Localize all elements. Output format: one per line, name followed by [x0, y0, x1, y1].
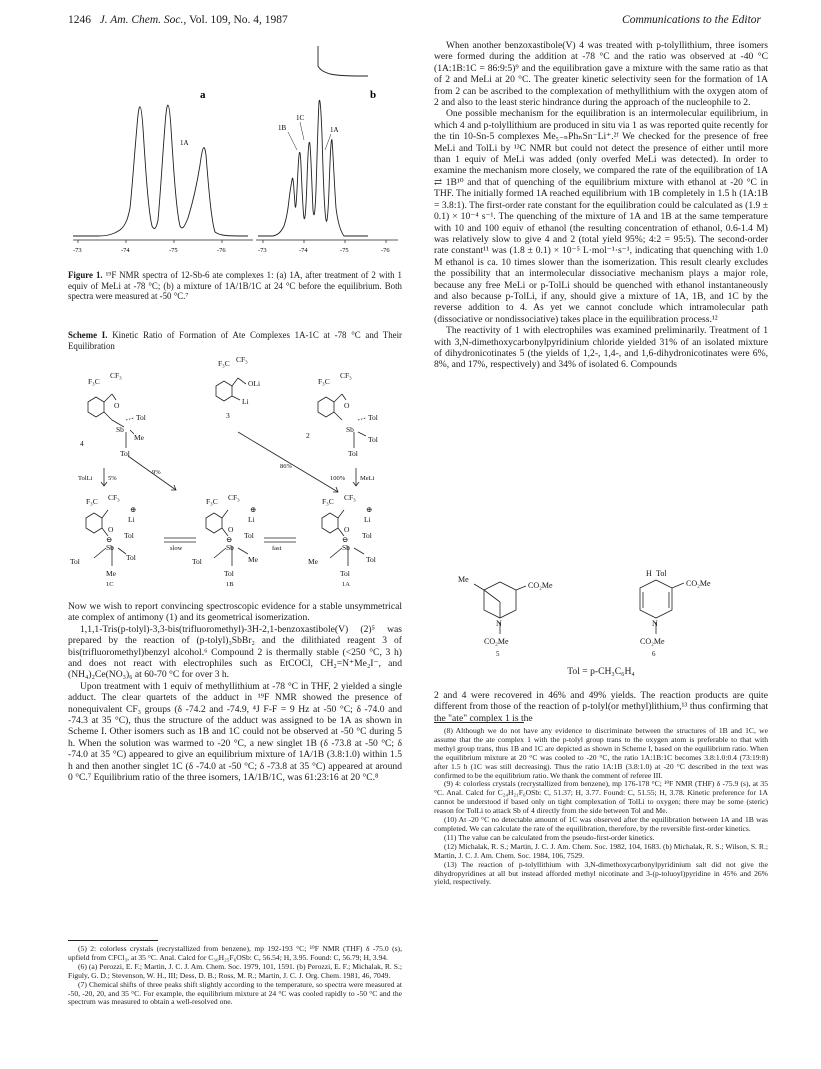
compound-4-structure [88, 394, 134, 448]
c4-tol: Tol [136, 413, 146, 422]
panel-b-tick-74: -74 [299, 247, 308, 254]
c1c-o: O [108, 525, 114, 534]
panel-a-tick-73: -73 [73, 247, 82, 254]
panel-a-tick-76: -76 [217, 247, 226, 254]
footnote-5: (5) 2: colorless crystals (recrystallized from benzene), mp 192-193 °C; ¹⁹F NMR (THF) δ -75.0 (s), upfield from CFCl₃, at 35 °C. Anal. Calcd for C₃₀H₂₅F₆OSb: C, 56.54; H, 3.95. Found: C, 56.79; H, 3.94. [68, 944, 402, 962]
panel-b-pointer-1a [325, 134, 331, 150]
s6-h: H [646, 569, 652, 578]
s5-n: N [496, 619, 502, 628]
c4-o: O [114, 401, 120, 410]
c1a-cf3: CF₃ [344, 493, 356, 502]
arrow-3-to-1a [238, 432, 338, 492]
c1c-minus: ⊖ [106, 535, 113, 544]
figure-1-caption [68, 270, 402, 302]
c1a-plus: ⊕ [366, 505, 373, 514]
c1a-tol-right: Tol [362, 531, 372, 540]
arrow-label-meli: MeLi [360, 475, 375, 482]
arrow-label-86pct: 86% [280, 463, 292, 470]
arrow-label-slow: slow [170, 545, 183, 552]
c1a-li: Li [364, 515, 371, 524]
left-paragraph-2: 1,1,1-Tris(p-tolyl)-3,3-bis(trifluoromethyl)-3H-2,1-benzoxastibole(V) (2)⁵ was prepared by the reaction of (p-tolyl)₃SbBr₂ and the dilithiated reagent 3 of bis(trifluoromethyl)benzyl alcohol.⁶ Compound 2 is thermally stable (<250 °C, 3 h) and does not react with electrophiles such as EtCOCl, CH₂=N⁺Me₂I⁻, and (NH₄)₂Ce(NO₃)₆ at 60-70 °C for over 3 h. [68, 623, 402, 681]
panel-b-tick-76: -76 [381, 247, 390, 254]
panel-a-tick-75: -75 [169, 247, 178, 254]
figure-1-caption-text: ¹⁹F NMR spectra of 12-Sb-6 ate complexes 1: (a) 1A, after treatment of 2 with 1 equiv of MeLi at -78 °C; (b) a mixture of 1A/1B/1C at 24 °C before the equilibrium. Both spectra were measured at -50 °C.⁷ [68, 270, 402, 302]
c1a-label: 1A [342, 581, 350, 588]
panel-b-axis [256, 240, 398, 243]
c1c-sb: Sb [106, 543, 114, 552]
c2-label: 2 [306, 431, 310, 440]
arrow-label-fast: fast [272, 545, 282, 552]
figure-1-nmr-spectra [68, 40, 402, 264]
c1b-o: O [228, 525, 234, 534]
s6-tol: Tol [656, 569, 667, 578]
s5-me: Me [458, 575, 469, 584]
c1b-label: 1B [226, 581, 234, 588]
footnote-7: (7) Chemical shifts of three peaks shift slightly according to the temperature, so spectra were measured at -50, -20, 20, and 35 °C. For example, the equilibrium mixture at 24 °C was cooled rapidly to -50 °C and the spectrum was measured to obtain a well-resolved one. [68, 979, 402, 1007]
s6-co2me: CO₂Me [686, 579, 711, 588]
c1a-tol-lower: Tol [366, 555, 376, 564]
right-paragraph-1: When another benzoxastibole(V) 4 was treated with p-tolyllithium, three isomers were formed during the addition at -78 °C and the ratio was observed at -40 °C (1A:1B:1C = 86:9:5)⁹ and the equilibration gave a mixture with the same ratio as that of 2 and MeLi at 20 °C. The greater kinetic selectivity seen for the formation of 1A from 2 can be ascribed to the complexation of methyllithium with the oxygen atom of 2 and also to the least steric hindrance during the approach of the nucleophile to 2. [434, 40, 768, 109]
panel-b-tick-73: -73 [258, 247, 267, 254]
left-footnotes [68, 945, 402, 1007]
c1c-tol-lower: Tol [126, 553, 136, 562]
c4-label: 4 [80, 439, 84, 448]
left-paragraph-3: Upon treatment with 1 equiv of methyllithium at -78 °C in THF, 2 yielded a single adduct. The clear quartets of the adduct in ¹⁹F NMR showed the presence of nonequivalent CF₃ groups (δ -74.2 and -74.9, ⁴J F-F = 9 Hz at -50 °C; δ -74.0 and -74.3 at 35 °C), thus the structure of the adduct was assigned to be 1A as shown in Scheme I. Other isomers such as 1B and 1C could not be observed at -50 °C during 5 h. When the solution was warmed to -20 °C, a new singlet 1B (δ -73.8 at -50 °C; δ -74.0 at 35 °C) appeared to give an equilibrium mixture of 1A/1B (3.8:1.0) within 1.5 h and then another singlet 1C (δ -74.0 at -50 °C; δ -73.8 at 35 °C) appeared at around 0 °C.⁷ Equilibrium ratio of the three isomers, 1A/1B/1C, was 61:23:16 at 20 °C.⁸ [68, 680, 402, 784]
c2-tol: Tol [368, 413, 378, 422]
c2-o: O [344, 401, 350, 410]
c1b-li: Li [248, 515, 255, 524]
c2-cf3: CF₃ [340, 371, 352, 380]
right-footnotes [434, 727, 768, 887]
s6-nco2me: CO₂Me [640, 637, 665, 646]
figure-1-caption-label: Figure 1. [68, 270, 103, 280]
right-footnote-rule [434, 722, 524, 723]
panel-b-tick-75: -75 [340, 247, 349, 254]
c1c-plus: ⊕ [130, 505, 137, 514]
c1b-tol-left: Tol [192, 557, 202, 566]
c1b-cf3: CF₃ [228, 493, 240, 502]
left-paragraph-1: Now we wish to report convincing spectroscopic evidence for a stable unsymmetrical ate complex of antimony (1) and its geometrical isomerization. [68, 601, 402, 624]
c2-sb: Sb [346, 425, 354, 434]
c1b-sb: Sb [226, 543, 234, 552]
spectrum-b [258, 46, 368, 236]
c2-tol-bottom: Tol [348, 449, 358, 458]
footnote-11: (11) The value can be calculated from the pseudo-first-order kinetics. [444, 832, 655, 842]
right-body-text-2 [434, 690, 768, 724]
s5-co2me: CO₂Me [528, 581, 553, 590]
panel-b-peak-1b: 1B [278, 124, 287, 132]
structure-6-ring [640, 580, 684, 634]
c1b-me: Me [248, 555, 258, 564]
spectrum-a [73, 105, 248, 236]
right-paragraph-4: 2 and 4 were recovered in 46% and 49% yields. The reaction products are quite different from those of the reaction of p-tolyl(or methyl)lithium,¹³ thus confirming that the "ate" complex 1 is the [434, 690, 768, 724]
structures-5-and-6 [434, 568, 768, 660]
c1a-tol-bottom: Tol [340, 569, 350, 578]
panel-b-pointer-1c [300, 122, 304, 140]
c3-f3c: F₃C [218, 359, 230, 368]
panel-b-peak-1c: 1C [296, 114, 305, 122]
arrow-label-9pct: 9% [152, 469, 161, 476]
c1c-tol-right: Tol [124, 531, 134, 540]
c1b-minus: ⊖ [226, 535, 233, 544]
scheme-1-heading [68, 330, 402, 351]
c2-f3c: F₃C [318, 377, 330, 386]
running-header-left [68, 14, 288, 26]
panel-a-label: a [200, 89, 206, 101]
c1b-tol-right: Tol [244, 531, 254, 540]
c4-sb: Sb [116, 425, 124, 434]
c2-tol-right: Tol [368, 435, 378, 444]
c1c-cf3: CF₃ [108, 493, 120, 502]
running-header-right: Communications to the Editor [622, 14, 761, 26]
c4-cf3: CF₃ [110, 371, 122, 380]
left-body-text [68, 601, 402, 784]
c1b-tol-bottom: Tol [224, 569, 234, 578]
c3-oli: OLi [248, 379, 261, 388]
s5-label: 5 [496, 650, 500, 658]
journal-name: J. Am. Chem. Soc., [99, 14, 187, 26]
panel-a-axis [73, 240, 253, 243]
arrow-label-100pct: 100% [330, 475, 346, 482]
panel-a-peak-label-1a: 1A [180, 139, 189, 147]
c1c-f3c: F₃C [86, 497, 98, 506]
footnote-6: (6) (a) Perozzi, E. F.; Martin, J. C. J. Am. Chem. Soc. 1979, 101, 1591. (b) Perozzi, E. F.; Michalak, R. S.; Figuly, G. D.; Stevenson, W. H., III; Dess, D. B.; Ross, M. R.; Martin, J. C. J. Org. Chem. 1981, 46, 7049. [68, 961, 402, 980]
c4-f3c: F₃C [88, 377, 100, 386]
c1b-f3c: F₃C [206, 497, 218, 506]
footnote-13: (13) The reaction of p-tolyllithium with 3,N-dimethoxycarbonylpyridinium salt did not give the dihydropyridines at all but instead afforded methyl nicotinate and 3-(p-toluoyl)pyridine in 45% and 26% yield, respectively. [434, 859, 768, 887]
c1c-li: Li [128, 515, 135, 524]
tol-definition: Tol = p-CH₃C₆H₄ [567, 666, 635, 677]
panel-b-label: b [370, 89, 377, 101]
panel-b-peak-1a: 1A [330, 126, 339, 134]
footnote-10: (10) At -20 °C no detectable amount of 1C was observed after the equilibration between 1A and 1B was completed. We can calculate the rate of the equilibration, therefore, by the reversible first-order kinetics. [434, 815, 768, 833]
compound-2-structure [318, 394, 366, 448]
page-number: 1246 [68, 14, 91, 26]
arrow-label-5pct: 5% [108, 475, 117, 482]
c1c-tol-left: Tol [70, 557, 80, 566]
footnote-12: (12) Michalak, R. S.; Martin, J. C. J. Am. Chem. Soc. 1982, 104, 1683. (b) Michalak, R. S.; Wilson, S. R.; Martin, J. C. J. Am. Chem. Soc. 1984, 106, 7529. [434, 841, 768, 860]
c3-cf3: CF₃ [236, 355, 248, 364]
c1c-label: 1C [106, 581, 114, 588]
c1a-f3c: F₃C [322, 497, 334, 506]
c1a-o: O [344, 525, 350, 534]
panel-a-tick-74: -74 [121, 247, 130, 254]
c3-li: Li [242, 397, 249, 406]
c4-tol-bottom: Tol [120, 449, 130, 458]
scheme-1-label: Scheme I. [68, 330, 108, 340]
c1a-sb: Sb [342, 543, 350, 552]
scheme-1-diagram [68, 352, 402, 588]
left-footnote-rule [68, 940, 158, 941]
c1a-minus: ⊖ [342, 535, 349, 544]
right-body-text [434, 40, 768, 371]
c1a-me: Me [308, 557, 318, 566]
s6-label: 6 [652, 650, 656, 658]
c1c-me: Me [106, 569, 116, 578]
right-paragraph-3: The reactivity of 1 with electrophiles was examined preliminarily. Treatment of 1 with 3,N-dimethoxycarbonylpyridinium chloride yielded 31% of an isolated mixture of dihydronicotinates 5 (the yields of 1,2-, 1,4-, and 1,6-dihydronicotinates were 6%, 8%, and 17%, respectively) and 34% of isolated 6. Compounds [434, 325, 768, 371]
c3-label: 3 [226, 411, 230, 420]
panel-b-pointer-1b [288, 132, 297, 150]
c4-me: Me [134, 433, 144, 442]
scheme-1-title: Kinetic Ratio of Formation of Ate Complexes 1A-1C at -78 °C and Their Equilibration [68, 330, 403, 351]
arrow-label-tollil: TolLi [78, 475, 93, 482]
right-paragraph-2: One possible mechanism for the equilibration is an intermolecular equilibrium, in which 4 and p-tolyllithium are produced in situ via 1 as was reported quite recently for the tin 10-Sn-5 complexes Me₅₋ₙPhₙSn⁻Li⁺.²ᶠ We checked for the presence of free MeLi and TolLi by ¹³C NMR but could not detect the presence of either until more than 1 equiv of MeLi was added (only overfed MeLi was detected). In order to examine the mechanism more closely, we compared the rate of the equilibration of 1A ⇄ 1B¹⁰ and that of quenching of the equilibrium mixture with ethanol at -20 °C in THF. The initially formed 1A reached equilibrium with 1B completely in 1.5 h (1A:1B = 3.8:1). The first-order rate constant for the equilibration could be calculated as (1.9 ± 0.1) × 10⁻⁴ s⁻¹. The quenching of the mixture of 1A and 1B at the same temperature with 10 and 100 equiv of ethanol (the resulting concentration of ethanol, 0.6-1.4 M) was relatively slow to give 4 and 2 (total yield 95%; 4:2 = 95:5). The second-order rate constant¹¹ was (1.8 ± 0.1) × 10⁻⁵ L·mol⁻¹·s⁻¹, indicating that quenching with 1.0 M ethanol is ca. 10 times slower than the isomerization. This result clearly excludes the possibility that an intermolecular dissociative mechanism plays a major role, because any free MeLi or p-TolLi should be quenched with ethanol instantaneously and also because p-TolLi, if any, should give a mixture of 1A, 1B, and 1C by the reverse addition to 4. As yet we cannot conclude which intramolecular path (dissociative or nondissociative) takes place in the equilibration process.¹² [434, 108, 768, 325]
volume-info: Vol. 109, No. 4, 1987 [188, 14, 288, 26]
s5-nco2me: CO₂Me [484, 637, 509, 646]
c1b-plus: ⊕ [250, 505, 257, 514]
s6-n: N [652, 619, 658, 628]
footnote-9: (9) 4: colorless crystals (recrystallized from benzene), mp 176-178 °C; ¹⁹F NMR (THF) δ -75.9 (s), at 35 °C. Anal. Calcd for C₂₄H₂₁F₆OSb: C, 51.37; H, 3.77. Found: C, 51.55; H, 3.78. Kinetic preference for 1A cannot be understood if based only on tight complexation of TolLi to oxygen; there may be some (steric) reason for TolLi to attack Sb of 4 directly from the side between Tol and Me. [434, 779, 768, 816]
footnote-8: (8) Although we do not have any evidence to discriminate between the structures of 1B and 1C, we assume that the ate complex 1 with the p-tolyl group trans to the oxygen atom is preferable to that with methyl group trans, thus 1B and 1C are depicted as shown in Scheme I, based on the equilibrium ratio. When the equilibrium mixture at 20 °C was cooled to -20 °C, the ratio 1A:1B:1C becomes 3.8:1.0:0.4 (73:19:8) after 1.5 h (1C was still decreasing). Thus the ratio 1A:1B (3.8:1.0) at -20 °C described in the text was confirmed to be the equilibrium ratio. We thank the comment of referee III. [434, 726, 768, 780]
